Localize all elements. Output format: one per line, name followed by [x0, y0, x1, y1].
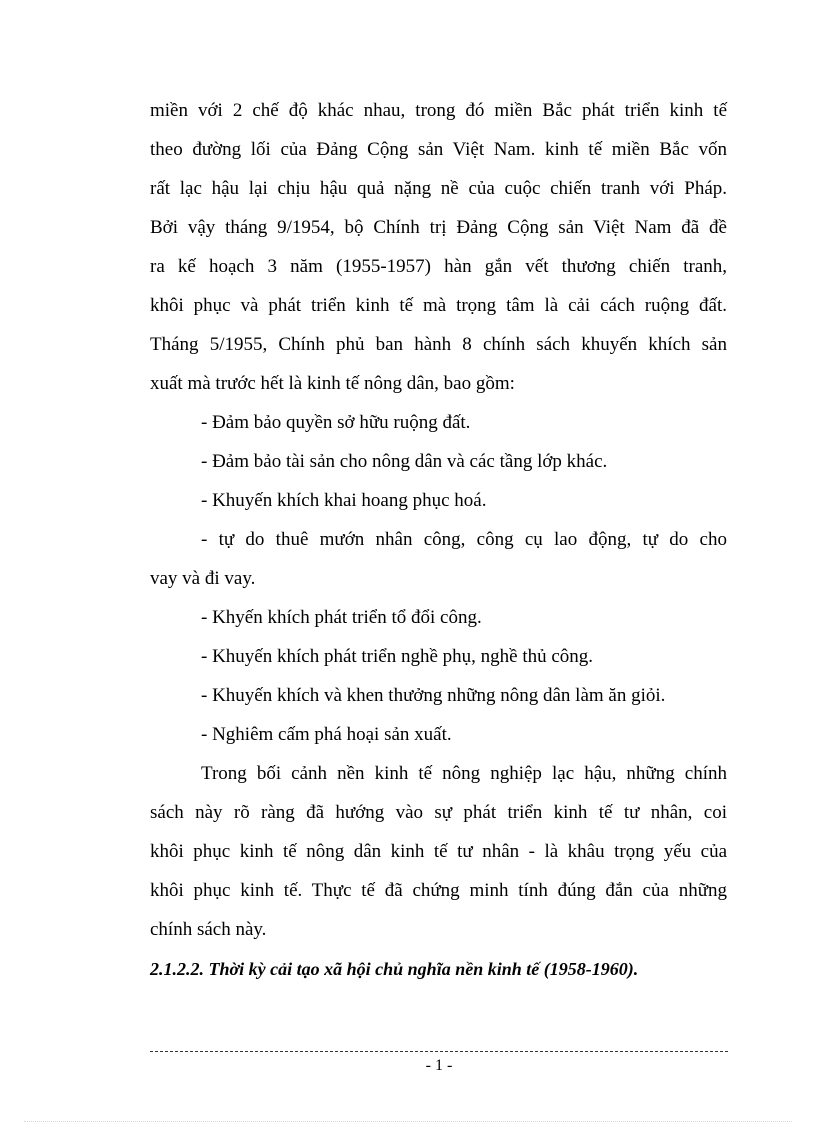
section-heading: 2.1.2.2. Thời kỳ cải tạo xã hội chủ nghĩa nền kinh tế (1958-1960). — [150, 959, 639, 979]
text-line: khôi phục và phát triển kinh tế mà trọng tâm là cải cách ruộng đất. — [150, 295, 727, 316]
text-line: ra kế hoạch 3 năm (1955-1957) hàn gắn vết thương chiến tranh, — [150, 256, 727, 277]
list-item: - tự do thuê mướn nhân công, công cụ lao động, tự do cho — [201, 529, 727, 550]
text-line: rất lạc hậu lại chịu hậu quả nặng nề của cuộc chiến tranh với Pháp. — [150, 178, 727, 199]
text-line: khôi phục kinh tế. Thực tế đã chứng minh tính đúng đắn của những — [150, 880, 727, 901]
text-line: chính sách này. — [150, 919, 267, 940]
list-item: - Nghiêm cấm phá hoại sản xuất. — [201, 724, 452, 745]
list-item: - Đảm bảo tài sản cho nông dân và các tầng lớp khác. — [201, 451, 608, 472]
list-item: - Khuyến khích khai hoang phục hoá. — [201, 490, 487, 511]
list-item-continuation: vay và đi vay. — [150, 568, 256, 589]
footer-divider — [150, 1051, 728, 1052]
text-line: khôi phục kinh tế nông dân kinh tế tư nhân - là khâu trọng yếu của — [150, 841, 727, 862]
text-line: sách này rõ ràng đã hướng vào sự phát triển kinh tế tư nhân, coi — [150, 802, 727, 823]
text-line: theo đường lối của Đảng Cộng sản Việt Nam. kinh tế miền Bắc vốn — [150, 139, 727, 160]
list-item: - Đảm bảo quyền sở hữu ruộng đất. — [201, 412, 471, 433]
page-bottom-border — [24, 1121, 792, 1122]
text-line: Bởi vậy tháng 9/1954, bộ Chính trị Đảng Cộng sản Việt Nam đã đề — [150, 217, 727, 238]
list-item: - Khuyến khích và khen thưởng những nông dân làm ăn giỏi. — [201, 685, 666, 706]
text-line: miền với 2 chế độ khác nhau, trong đó miền Bắc phát triển kinh tế — [150, 100, 727, 121]
text-line: Tháng 5/1955, Chính phủ ban hành 8 chính sách khuyến khích sản — [150, 334, 727, 355]
list-item: - Khuyến khích phát triển nghề phụ, nghề thủ công. — [201, 646, 594, 667]
text-line: Trong bối cảnh nền kinh tế nông nghiệp lạc hậu, những chính — [201, 763, 727, 784]
page-number: - 1 - — [425, 1057, 453, 1074]
text-line: xuất mà trước hết là kinh tế nông dân, bao gồm: — [150, 373, 515, 394]
list-item: - Khyến khích phát triển tổ đổi công. — [201, 607, 482, 628]
